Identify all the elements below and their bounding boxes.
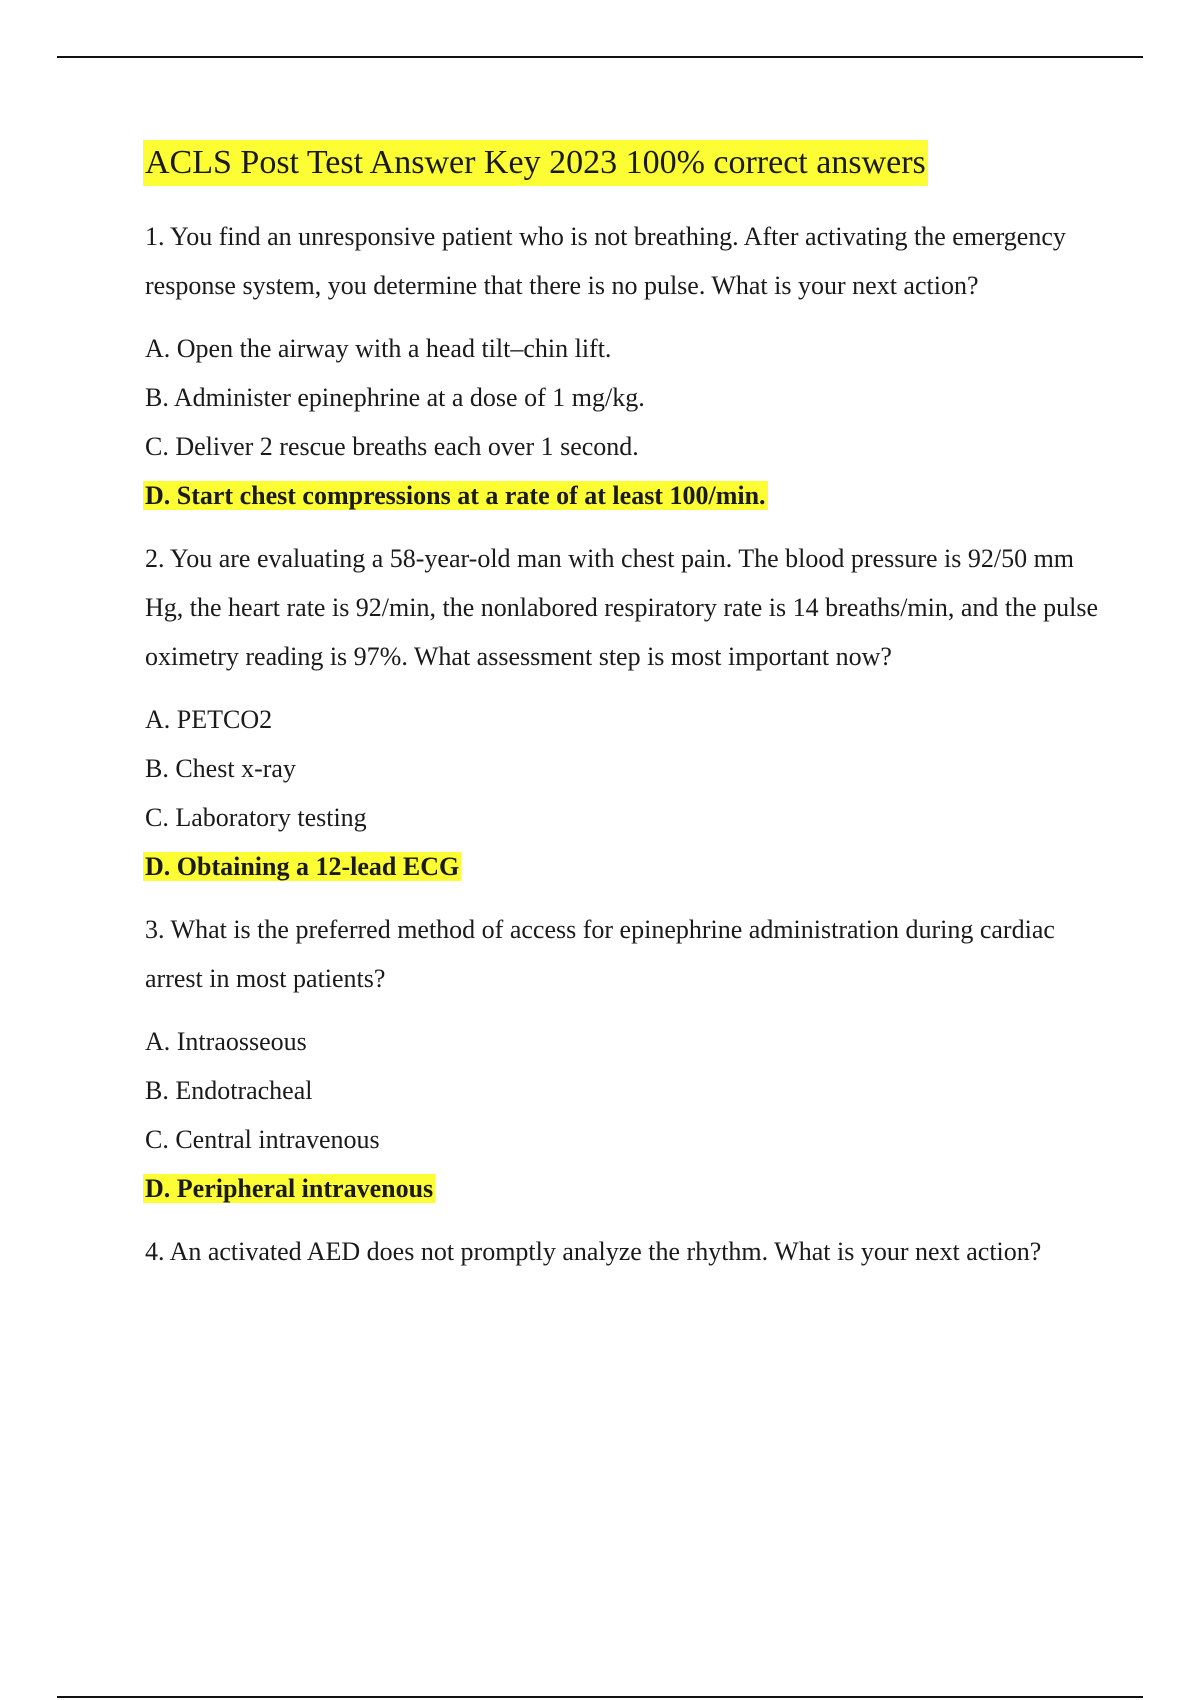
correct-answer-option: D. Peripheral intravenous: [145, 1174, 434, 1203]
question-2: [145, 534, 1105, 891]
answer-option: C. Deliver 2 rescue breaths each over 1 second.: [145, 432, 639, 461]
answer-option: A. Intraosseous: [145, 1027, 307, 1056]
question-prompt: 3. What is the preferred method of access for epinephrine administration during cardiac arrest in most patients?: [145, 915, 1055, 993]
footer-rule: [57, 1696, 1143, 1698]
question-prompt: 1. You find an unresponsive patient who is not breathing. After activating the emergency response system, you determine that there is no pulse. What is your next action?: [145, 222, 1066, 300]
question-4: [145, 1227, 1105, 1276]
question-1: [145, 212, 1105, 520]
answer-option: B. Endotracheal: [145, 1076, 313, 1105]
question-prompt: 2. You are evaluating a 58-year-old man with chest pain. The blood pressure is 92/50 mm Hg, the heart rate is 92/min, the nonlabored respiratory rate is 14 breaths/min, and the pulse oximetry reading is 97%. What assessment step is most important now?: [145, 544, 1099, 671]
answer-option: C. Central intravenous: [145, 1125, 380, 1154]
header-rule: [57, 56, 1143, 58]
document-title: ACLS Post Test Answer Key 2023 100% correct answers: [143, 140, 928, 186]
answer-option: B. Chest x-ray: [145, 754, 296, 783]
question-3: [145, 905, 1105, 1213]
answer-option: C. Laboratory testing: [145, 803, 367, 832]
correct-answer-option: D. Start chest compressions at a rate of at least 100/min.: [145, 481, 766, 510]
answer-option: A. Open the airway with a head tilt–chin lift.: [145, 334, 612, 363]
correct-answer-option: D. Obtaining a 12-lead ECG: [145, 852, 460, 881]
document-body: [145, 140, 1105, 1290]
answer-option: B. Administer epinephrine at a dose of 1 mg/kg.: [145, 383, 645, 412]
question-prompt: 4. An activated AED does not promptly analyze the rhythm. What is your next action?: [145, 1237, 1042, 1266]
answer-option: A. PETCO2: [145, 705, 273, 734]
